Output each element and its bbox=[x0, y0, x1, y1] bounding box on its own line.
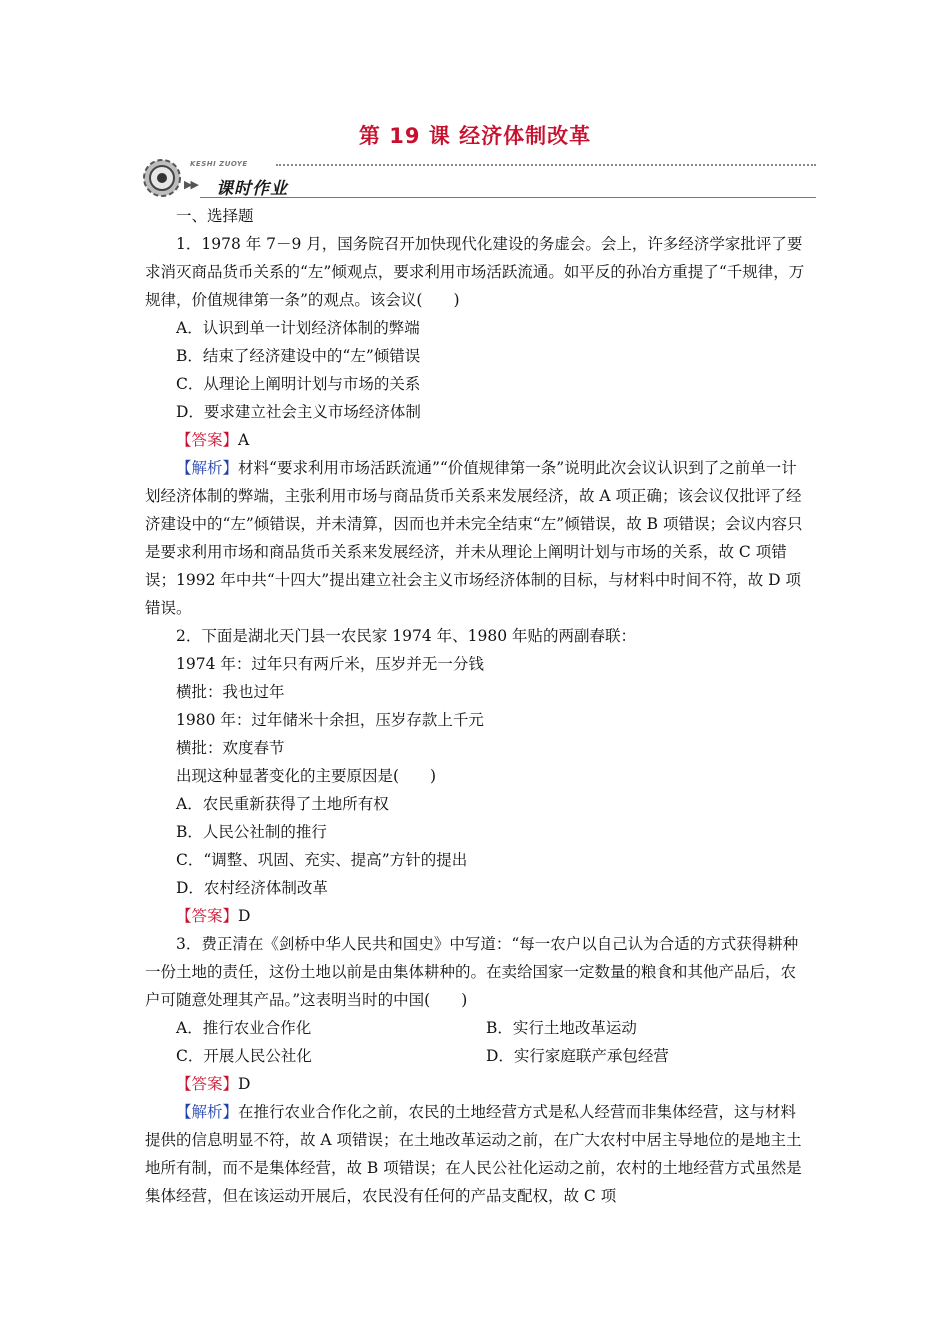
q3-stem: 3．费正清在《剑桥中华人民共和国史》中写道：“每一农户以自己认为合适的方式获得耕种一份土地的责任，这份土地以前是由集体耕种的。在卖给国家一定数量的粮食和其他产品后，农户可随意处理其产品。”这表明当时的中国( ) bbox=[145, 935, 799, 1009]
q2-option-c: C．“调整、巩固、充实、提高”方针的提出 bbox=[176, 851, 468, 869]
q1-option-d: D．要求建立社会主义市场经济体制 bbox=[176, 403, 421, 421]
q1-answer-value: A bbox=[238, 431, 250, 449]
q3-options-row-2 bbox=[145, 1042, 810, 1070]
q1-option-c: C．从理论上阐明计划与市场的关系 bbox=[176, 375, 421, 393]
q1-option-b: B．结束了经济建设中的“左”倾错误 bbox=[176, 347, 421, 365]
q2-answer bbox=[145, 902, 810, 930]
q3-option-d: D．实行家庭联产承包经营 bbox=[486, 1047, 669, 1065]
analysis-tag: 【解析】 bbox=[176, 1103, 239, 1121]
q1-analysis-text: 材料“要求利用市场活跃流通”“价值规律第一条”说明此次会议认识到了之前单一计划经济体制的弊端，主张利用市场与商品货币关系来发展经济，故 A 项正确；该会议仅批评了经济建设中的“左”倾错误，并未清算，因而也并未完全结束“左”倾错误，故 B 项错误；会议内容只是要求利用市场和商品货币关系来发展经济，并未从理论上阐明计划与市场的关系，故 C 项错误；1992 年中共“十四大”提出建立社会主义市场经济体制的目标，与材料中时间不符，故 D 项错误。 bbox=[145, 459, 803, 617]
dotted-divider bbox=[276, 164, 816, 166]
q3-option-c: C．开展人民公社化 bbox=[176, 1047, 312, 1065]
section-heading: 一、选择题 bbox=[176, 207, 254, 225]
q2-line: 1974 年：过年只有两斤米，压岁并无一分钱 bbox=[176, 655, 484, 673]
q2-option-a: A．农民重新获得了土地所有权 bbox=[176, 795, 389, 813]
analysis-tag: 【解析】 bbox=[176, 459, 239, 477]
q3-option-a: A．推行农业合作化 bbox=[176, 1019, 312, 1037]
q3-analysis-text: 在推行农业合作化之前，农民的土地经营方式是私人经营而非集体经营，这与材料提供的信息明显不符，故 A 项错误；在土地改革运动之前，在广大农村中居主导地位的是地主土地所有制，而不是集体经营，故 B 项错误；在人民公社化运动之前，农村的土地经营方式虽然是集体经营，但在该运动开展后，农民没有任何的产品支配权，故 C 项 bbox=[145, 1103, 802, 1205]
banner-pinyin: KESHI ZUOYE bbox=[190, 160, 248, 168]
banner-label: 课时作业 bbox=[216, 179, 288, 199]
q2-line: 出现这种显著变化的主要原因是( ) bbox=[176, 767, 437, 785]
q3-answer-value: D bbox=[238, 1075, 251, 1093]
q2-line: 1980 年：过年储米十余担，压岁存款上千元 bbox=[176, 711, 484, 729]
q1-option-a: A．认识到单一计划经济体制的弊端 bbox=[176, 319, 420, 337]
q1-stem: 1．1978 年 7－9 月，国务院召开加快现代化建设的务虚会。会上，许多经济学家批评了要求消灭商品货币关系的“左”倾观点，要求利用市场活跃流通。如平反的孙冶方重提了“千规律，万规律，价值规律第一条”的观点。该会议( ) bbox=[145, 235, 805, 309]
gear-icon bbox=[140, 156, 184, 200]
q1-answer bbox=[145, 426, 810, 454]
answer-tag: 【答案】 bbox=[176, 907, 239, 925]
q2-answer-value: D bbox=[238, 907, 251, 925]
q3-analysis bbox=[145, 1098, 810, 1210]
q2-stem: 2．下面是湖北天门县一农民家 1974 年、1980 年贴的两副春联： bbox=[176, 627, 637, 645]
q3-options-row-1 bbox=[145, 1014, 810, 1042]
answer-tag: 【答案】 bbox=[176, 431, 239, 449]
exercise-content bbox=[145, 202, 810, 1210]
q2-line: 横批：欢度春节 bbox=[176, 739, 285, 757]
section-banner bbox=[140, 154, 816, 202]
answer-tag: 【答案】 bbox=[176, 1075, 239, 1093]
q3-answer bbox=[145, 1070, 810, 1098]
arrow-icon: ▶▶ bbox=[184, 178, 197, 191]
q3-option-b: B．实行土地改革运动 bbox=[486, 1019, 637, 1037]
q2-option-b: B．人民公社制的推行 bbox=[176, 823, 327, 841]
banner-rule bbox=[200, 197, 816, 198]
q1-analysis bbox=[145, 454, 810, 622]
q2-option-d: D．农村经济体制改革 bbox=[176, 879, 328, 897]
q2-line: 横批：我也过年 bbox=[176, 683, 285, 701]
lesson-title: 第 19 课 经济体制改革 bbox=[358, 124, 592, 148]
